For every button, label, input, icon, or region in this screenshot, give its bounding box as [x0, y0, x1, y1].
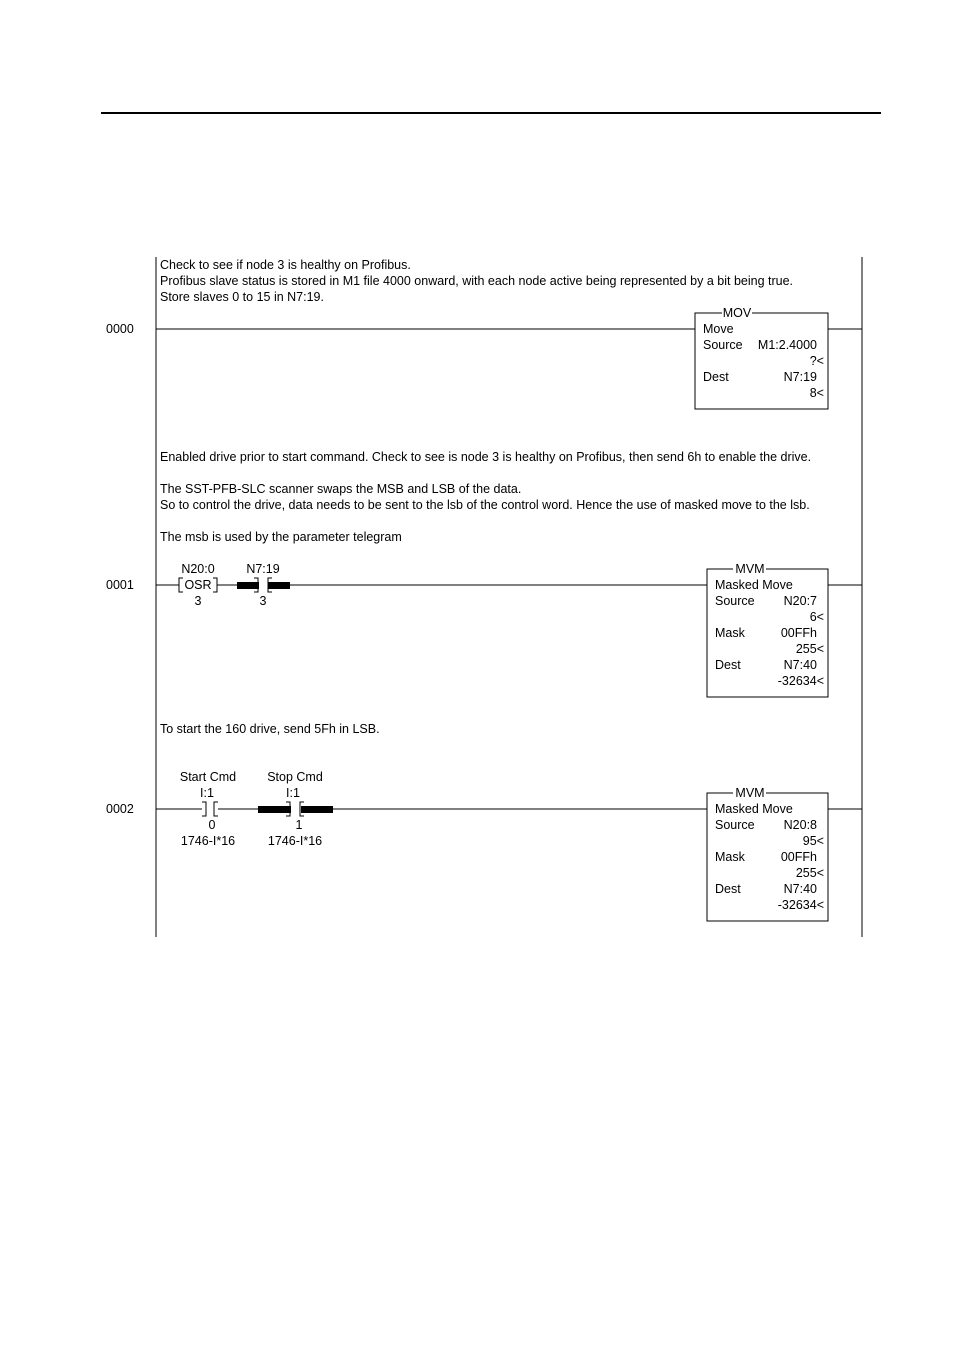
contact-bit: 3	[259, 594, 267, 608]
rung-0002[interactable]	[106, 722, 862, 921]
rung-number: 0002	[106, 802, 134, 816]
block-mnemonic: MVM	[735, 786, 765, 800]
rung-comment	[160, 450, 811, 544]
block-title: Masked Move	[715, 578, 793, 592]
comment-line: Check to see if node 3 is healthy on Profibus.	[160, 258, 411, 272]
param-label: Dest	[715, 658, 741, 672]
contact-module: 1746-I*16	[180, 834, 236, 848]
rung-number: 0001	[106, 578, 134, 592]
contact-address: N7:19	[246, 562, 280, 576]
mov-block[interactable]	[695, 306, 828, 409]
comment-line: To start the 160 drive, send 5Fh in LSB.	[160, 722, 380, 736]
comment-line: Enabled drive prior to start command. Check to see is node 3 is healthy on Profibus, then send 6h to enable the drive.	[160, 450, 812, 464]
xic-contact-energized[interactable]	[237, 562, 290, 608]
param-value: -32634<	[777, 898, 824, 912]
param-address[interactable]: N20:8	[783, 818, 817, 832]
contact-address: I:1	[200, 786, 214, 800]
osr-instruction[interactable]	[179, 562, 217, 608]
param-value: 6<	[809, 610, 824, 624]
energized-highlight	[301, 806, 333, 813]
block-mnemonic: MOV	[722, 306, 752, 320]
energized-highlight	[268, 582, 290, 589]
contact-bracket-left	[202, 802, 206, 816]
param-address[interactable]: 00FFh	[780, 850, 817, 864]
contact-bit: 1	[295, 818, 303, 832]
param-value: 255<	[795, 642, 824, 656]
osr-bracket-right	[213, 578, 217, 592]
energized-highlight	[237, 582, 259, 589]
param-address[interactable]: N20:7	[783, 594, 817, 608]
contact-symbol: Start Cmd	[179, 770, 237, 784]
param-label: Source	[703, 338, 743, 352]
osr-label: OSR	[184, 578, 212, 592]
param-address[interactable]: N7:40	[783, 882, 817, 896]
param-label: Dest	[715, 882, 741, 896]
rung-comment	[160, 258, 793, 304]
rung-number: 0000	[106, 322, 134, 336]
param-value: 95<	[802, 834, 824, 848]
mvm-block[interactable]	[707, 562, 828, 697]
comment-line: The msb is used by the parameter telegram	[160, 530, 402, 544]
contact-bit: 0	[208, 818, 216, 832]
block-title: Masked Move	[715, 802, 793, 816]
osr-bracket-left	[179, 578, 183, 592]
param-label: Dest	[703, 370, 729, 384]
osr-address: N20:0	[181, 562, 215, 576]
comment-line: Store slaves 0 to 15 in N7:19.	[160, 290, 324, 304]
comment-line: So to control the drive, data needs to be sent to the lsb of the control word. Hence the use of masked move to the lsb.	[160, 498, 810, 512]
block-title: Move	[703, 322, 734, 336]
contact-symbol: Stop Cmd	[267, 770, 323, 784]
contact-bracket-right	[214, 802, 218, 816]
rung-0000[interactable]	[106, 258, 862, 409]
param-label: Source	[715, 594, 755, 608]
stop-cmd-contact[interactable]	[258, 770, 333, 848]
param-label: Mask	[715, 626, 745, 640]
rung-comment	[160, 722, 380, 736]
mvm-block[interactable]	[707, 786, 828, 921]
rung-0001[interactable]	[106, 450, 862, 697]
param-value: ?<	[809, 354, 824, 368]
param-value: 255<	[795, 866, 824, 880]
block-mnemonic: MVM	[735, 562, 765, 576]
osr-bit: 3	[194, 594, 202, 608]
contact-module: 1746-I*16	[267, 834, 323, 848]
param-address[interactable]: M1:2.4000	[757, 338, 817, 352]
param-address[interactable]: 00FFh	[780, 626, 817, 640]
param-address[interactable]: N7:40	[783, 658, 817, 672]
comment-line: Profibus slave status is stored in M1 file 4000 onward, with each node active being represented by a bit being true.	[160, 274, 794, 288]
param-address[interactable]: N7:19	[783, 370, 817, 384]
param-label: Mask	[715, 850, 745, 864]
param-value: -32634<	[777, 674, 824, 688]
comment-line: The SST-PFB-SLC scanner swaps the MSB and LSB of the data.	[160, 482, 522, 496]
param-label: Source	[715, 818, 755, 832]
param-value: 8<	[809, 386, 824, 400]
contact-address: I:1	[286, 786, 300, 800]
energized-highlight	[258, 806, 291, 813]
